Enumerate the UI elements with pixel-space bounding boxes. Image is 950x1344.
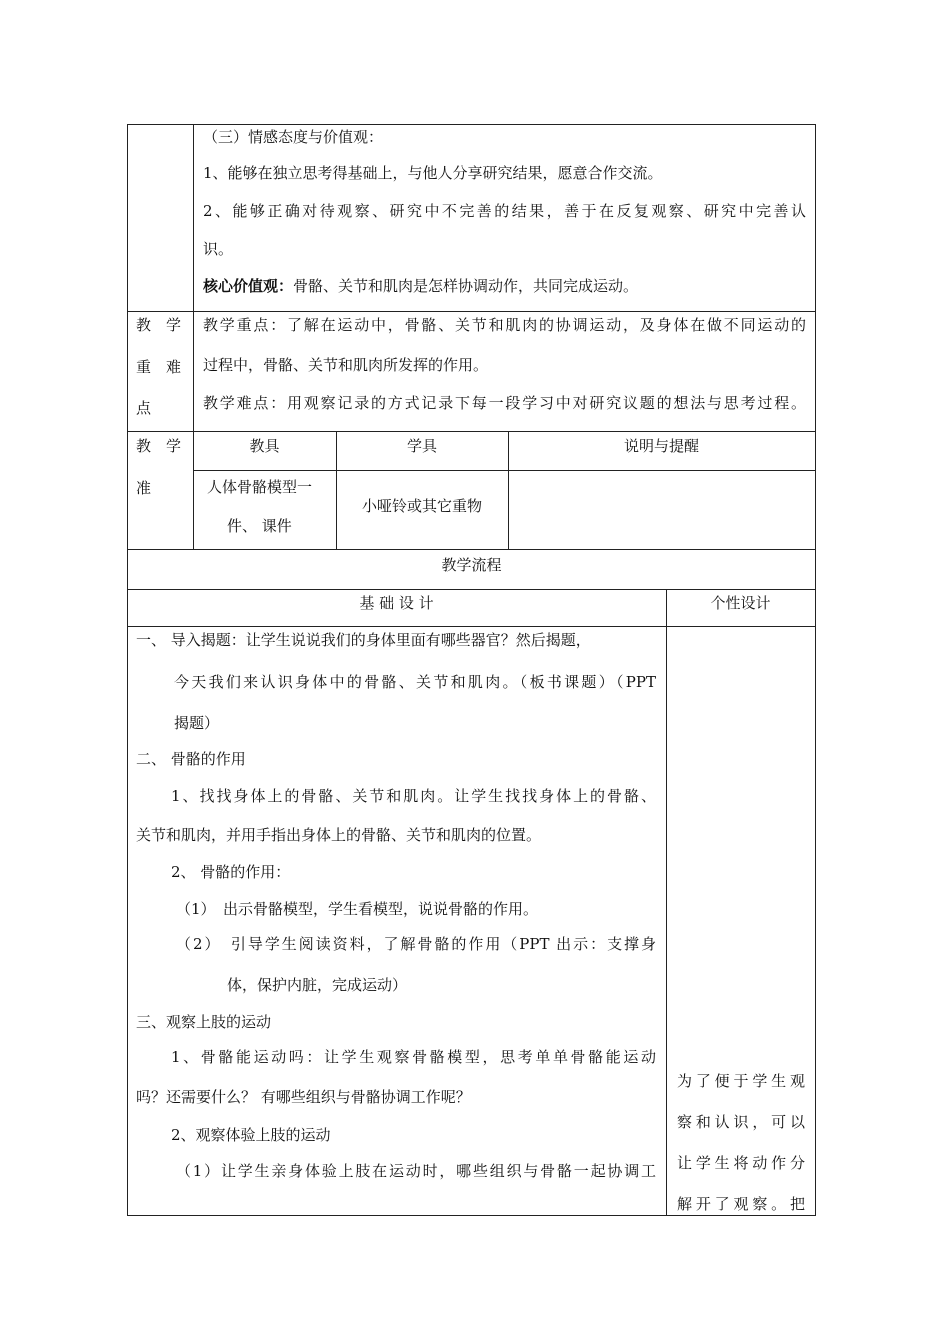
row-divider-flow-header: [127, 589, 816, 590]
personal-design-line: 解开了观察。把: [677, 1195, 805, 1213]
basic-design-line: 揭题）: [174, 714, 220, 732]
core-values-text: 骨骼、关节和肌肉是怎样协调动作，共同完成运动。: [293, 277, 639, 295]
basic-design-line: 1、骨骼能运动吗：让学生观察骨骼模型，思考单单骨骼能运动: [171, 1048, 656, 1066]
basic-design-line: 今天我们来认识身体中的骨骼、关节和肌肉。（板书课题）（PPT: [174, 673, 656, 691]
flow-title: 教学流程: [441, 556, 502, 574]
table-top-border: [127, 124, 816, 125]
basic-design-line: （1） 出示骨骼模型，学生看模型，说说骨骼的作用。: [176, 900, 539, 918]
basic-design-line: 吗？还需要什么？ 有哪些组织与骨骼协调工作呢？: [136, 1088, 471, 1106]
basic-design-line: 体，保护内脏，完成运动）: [227, 976, 408, 994]
basic-design-line: 2、 骨骼的作用：: [171, 863, 291, 881]
row-divider-prep: [127, 431, 816, 432]
core-values-label: 核心价值观：: [203, 277, 294, 295]
objectives-heading: （三）情感态度与价值观：: [203, 128, 384, 146]
flow-header-basic-design: 基 础 设 计: [359, 594, 434, 612]
basic-design-line: 关节和肌肉，并用手指出身体上的骨骼、关节和肌肉的位置。: [136, 826, 542, 844]
basic-design-line: 1、找找身体上的骨骼、关节和肌肉。让学生找找身体上的骨骼、: [171, 787, 656, 805]
basic-design-line: 一、 导入揭题：让学生说说我们的身体里面有哪些器官？然后揭题，: [136, 631, 591, 649]
table-bottom-border: [127, 1215, 816, 1216]
table-right-border: [815, 124, 816, 1216]
prep-label-line-1: 教 学: [136, 437, 182, 455]
basic-design-line: 二、 骨骼的作用: [136, 750, 246, 768]
keypoints-label-line-1: 教 学: [136, 316, 182, 334]
teaching-difficulty: 教学难点：用观察记录的方式记录下每一段学习中对研究议题的想法与思考过程。: [203, 394, 806, 412]
basic-design-line: 2、观察体验上肢的运动: [171, 1126, 331, 1144]
keypoints-label-line-2: 重 难: [136, 358, 182, 376]
flow-col-divider: [666, 589, 667, 1216]
student-aids: 小哑铃或其它重物: [361, 497, 482, 515]
teaching-focus-line-1: 教学重点：了解在运动中，骨骼、关节和肌肉的协调运动，及身体在做不同运动的: [203, 316, 806, 334]
objective-item-2-line-2: 识。: [203, 240, 234, 258]
prep-header-notes: 说明与提醒: [623, 437, 699, 455]
prep-header-divider: [193, 470, 816, 471]
teaching-focus-line-2: 过程中，骨骼、关节和肌肉所发挥的作用。: [203, 356, 489, 374]
keypoints-label-line-3: 点: [136, 399, 152, 417]
basic-design-line: （1）让学生亲身体验上肢在运动时，哪些组织与骨骼一起协调工: [176, 1162, 656, 1180]
basic-design-line: 三、观察上肢的运动: [136, 1013, 272, 1031]
personal-design-line: 察和认识，可以: [677, 1113, 805, 1131]
label-column-divider: [193, 124, 194, 550]
prep-label-line-2: 准: [136, 479, 152, 497]
row-divider-keypoints: [127, 311, 816, 312]
core-values: [203, 276, 638, 296]
prep-header-teaching-aids: 教具: [249, 437, 280, 455]
row-divider-flow-title: [127, 549, 816, 550]
personal-design-line: 让学生将动作分: [677, 1154, 805, 1172]
teaching-aids-line-2: 件、 课件: [227, 517, 292, 535]
row-divider-flow-body: [127, 626, 816, 627]
objective-item-2-line-1: 2、能够正确对待观察、研究中不完善的结果，善于在反复观察、研究中完善认: [203, 202, 806, 220]
objective-item-1: 1、能够在独立思考得基础上，与他人分享研究结果，愿意合作交流。: [203, 164, 663, 182]
teaching-aids-line-1: 人体骨骼模型一: [207, 478, 313, 496]
table-left-border: [127, 124, 128, 1216]
basic-design-line: （2） 引导学生阅读资料，了解骨骼的作用（PPT 出示：支撑身: [176, 935, 656, 953]
personal-design-line: 为了便于学生观: [677, 1072, 805, 1090]
flow-header-personal-design: 个性设计: [710, 594, 771, 612]
prep-header-student-aids: 学具: [406, 437, 437, 455]
